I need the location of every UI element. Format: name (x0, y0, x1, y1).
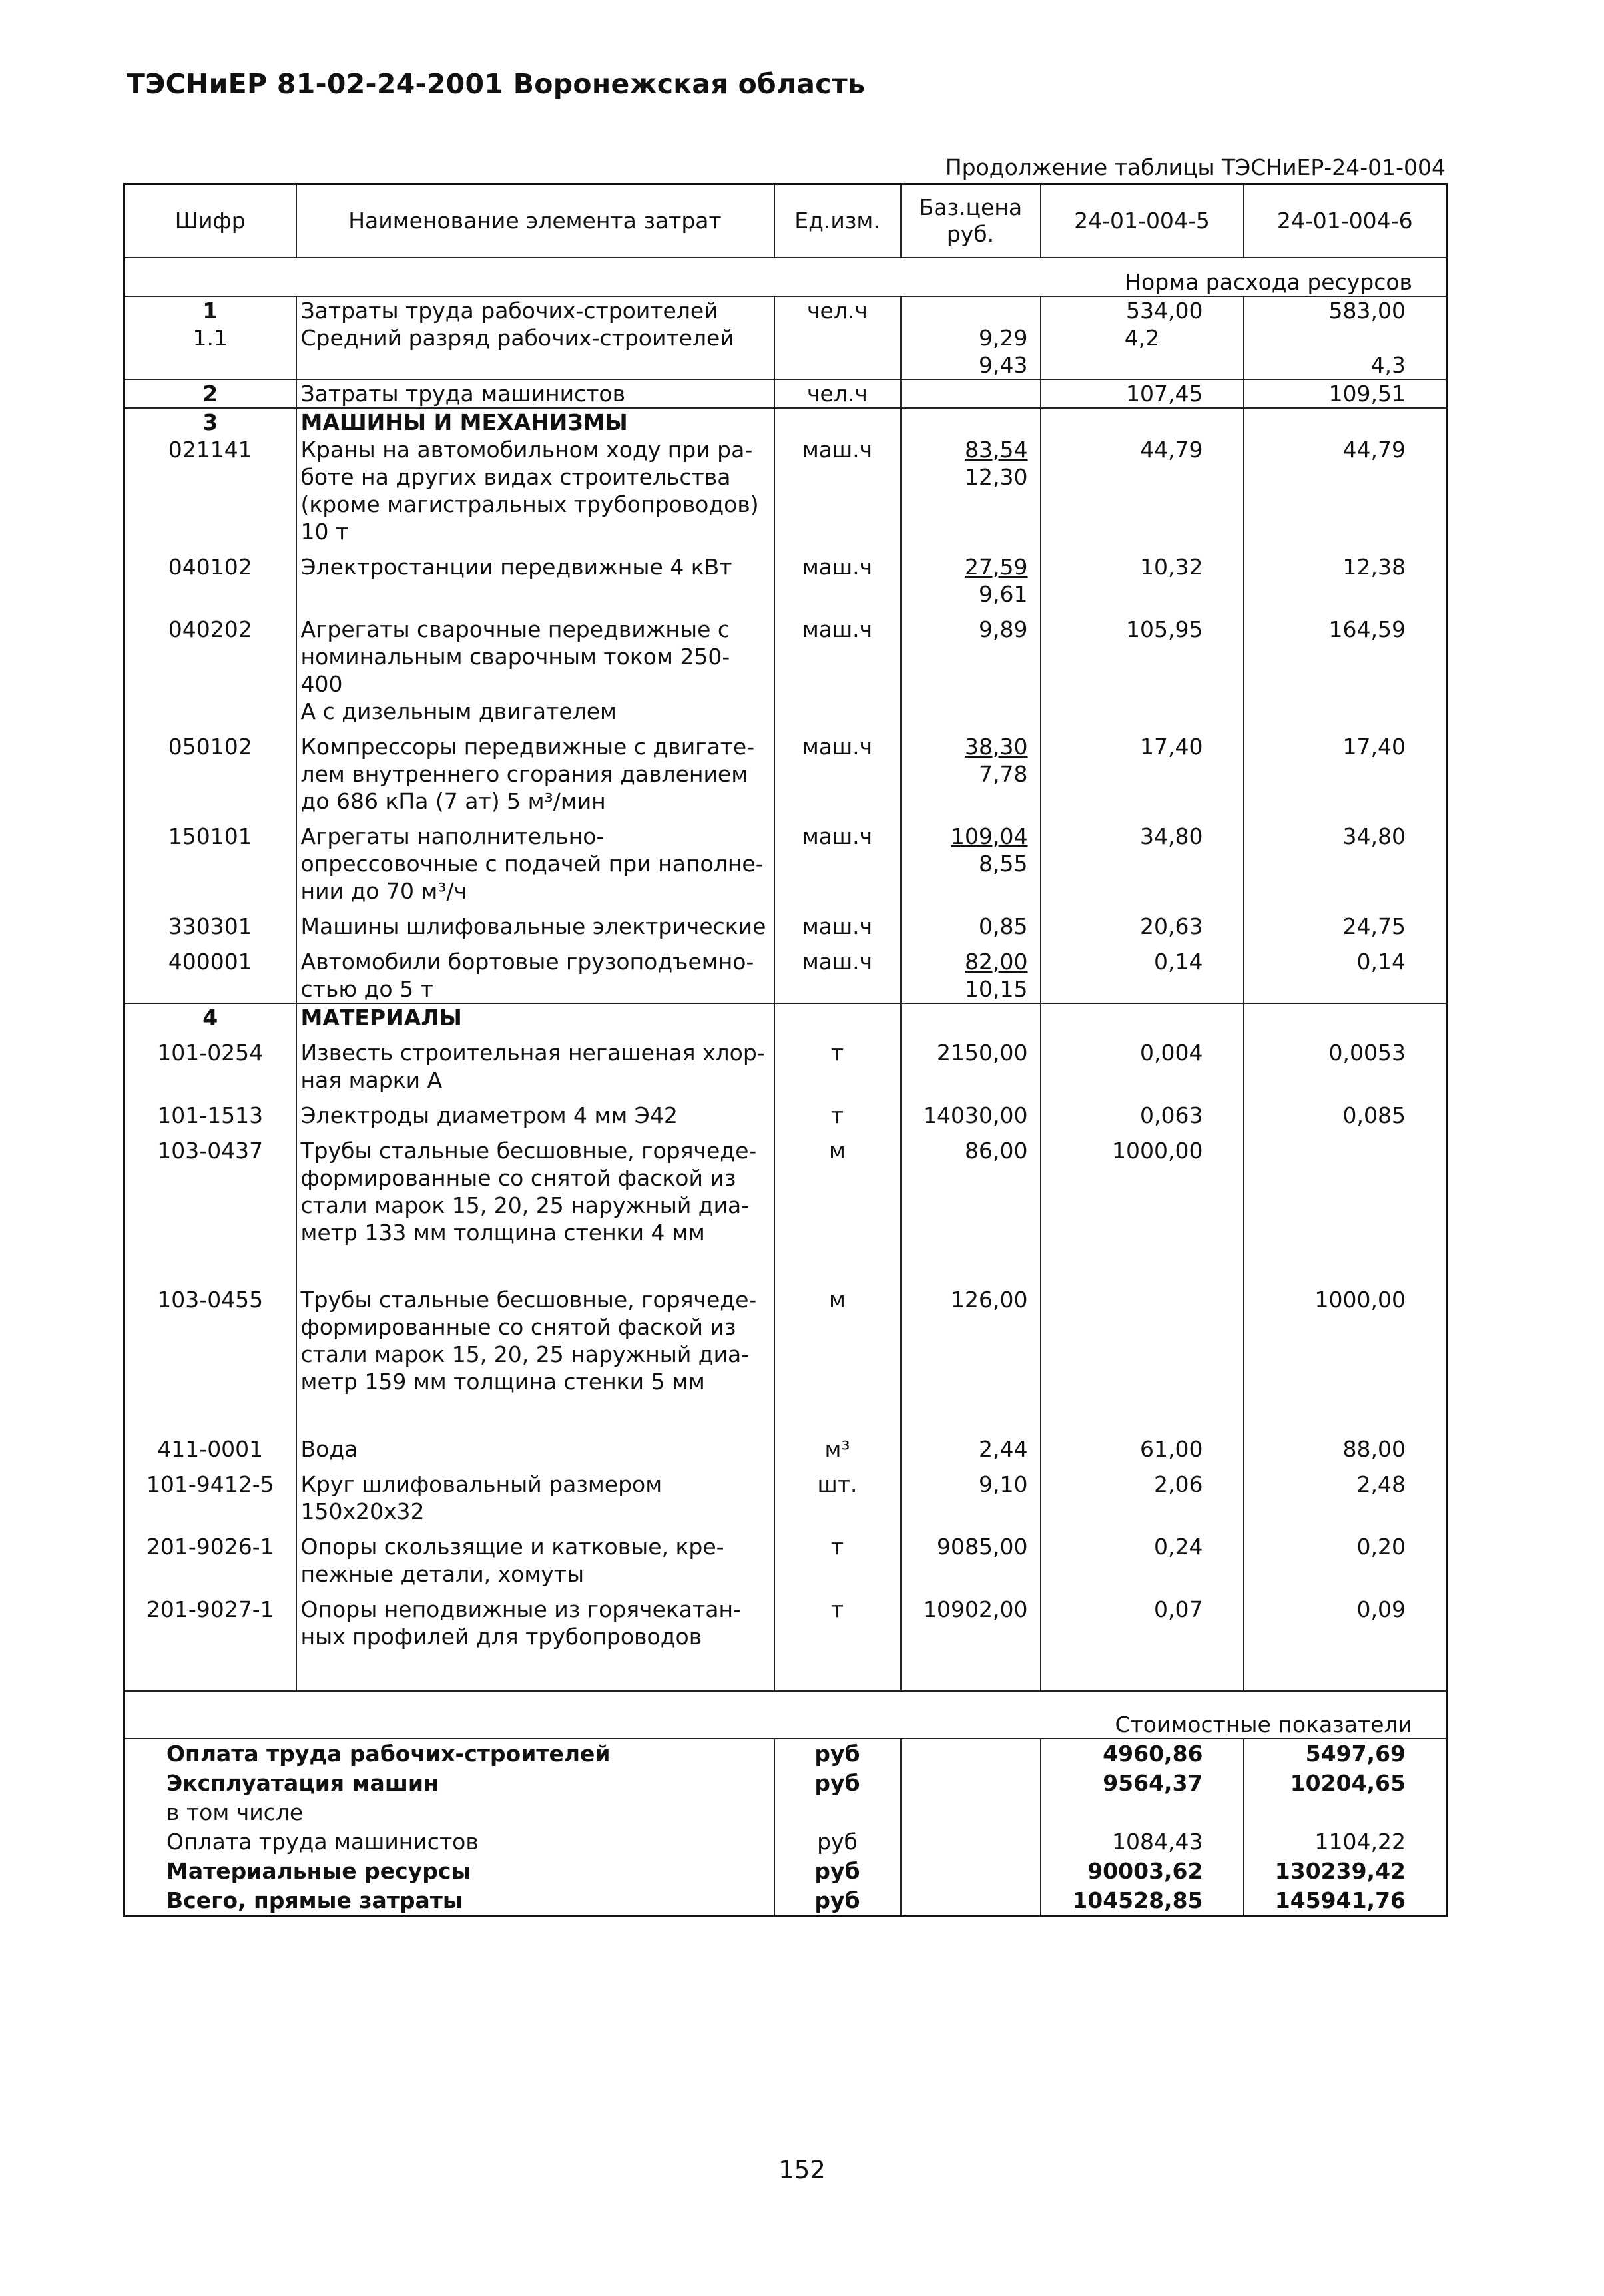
row-name: Трубы стальные бесшовные, горячеде- формированные со снятой фаской из стали марок 15, 20, 25 наружный диа- метр 133 мм толщина стенки 4 мм (296, 1137, 774, 1246)
row-v1: 44,79 (1041, 436, 1244, 545)
row-v2: 34,80 (1244, 823, 1447, 905)
row-unit: шт. (774, 1471, 901, 1525)
row-v2: 109,51 (1244, 379, 1447, 408)
total-label: Материальные ресурсы (125, 1857, 774, 1886)
row-v2: 4,3 (1244, 351, 1447, 379)
row-price: 9,43 (901, 351, 1041, 379)
table-row (125, 324, 1447, 351)
row-v2: 0,0053 (1244, 1039, 1447, 1094)
row-name: Затраты труда рабочих-строителей (296, 296, 774, 324)
row-price (901, 379, 1041, 408)
total-row (125, 1827, 1447, 1857)
row-price (901, 296, 1041, 324)
total-row (125, 1886, 1447, 1917)
cost-label: Стоимостные показатели (125, 1691, 1447, 1739)
section-code: 3 (125, 408, 296, 436)
row-name: Круг шлифовальный размером 150х20х32 (296, 1471, 774, 1525)
row-code: 101-1513 (125, 1102, 296, 1129)
row-name: Затраты труда машинистов (296, 379, 774, 408)
total-v1: 104528,85 (1041, 1886, 1244, 1917)
row-v1 (1041, 1286, 1244, 1395)
row-name: Вода (296, 1435, 774, 1463)
total-v1: 9564,37 (1041, 1769, 1244, 1798)
row-unit: маш.ч (774, 436, 901, 545)
row-price: 126,00 (901, 1286, 1041, 1395)
total-v2: 130239,42 (1244, 1857, 1447, 1886)
section-row (125, 408, 1447, 436)
col-header-v2: 24-01-004-6 (1244, 184, 1447, 258)
row-v1: 0,004 (1041, 1039, 1244, 1094)
cost-label-row (125, 1691, 1447, 1739)
section-title: МАТЕРИАЛЫ (296, 1003, 774, 1031)
total-v2: 10204,65 (1244, 1769, 1447, 1798)
row-unit: т (774, 1039, 901, 1094)
table-row (125, 1435, 1447, 1463)
norm-label-row (125, 258, 1447, 296)
row-code: 021141 (125, 436, 296, 545)
row-v2: 583,00 (1244, 296, 1447, 324)
row-code: 411-0001 (125, 1435, 296, 1463)
col-header-price (901, 184, 1041, 258)
table-row (125, 351, 1447, 379)
total-label: Эксплуатация машин (125, 1769, 774, 1798)
row-v1: 4,2 (1041, 324, 1244, 351)
row-v2: 0,085 (1244, 1102, 1447, 1129)
row-code: 103-0455 (125, 1286, 296, 1395)
row-name: Средний разряд рабочих-строителей (296, 324, 774, 351)
table-row (125, 436, 1447, 545)
row-price: 27,59 9,61 (901, 553, 1041, 608)
total-v2: 1104,22 (1244, 1827, 1447, 1857)
page-number: 152 (778, 2156, 826, 2184)
table-row (125, 733, 1447, 815)
total-v1: 90003,62 (1041, 1857, 1244, 1886)
row-v1: 17,40 (1041, 733, 1244, 815)
total-label: Всего, прямые затраты (125, 1886, 774, 1917)
row-price: 9,29 (901, 324, 1041, 351)
row-unit: т (774, 1533, 901, 1588)
row-price: 9,10 (901, 1471, 1041, 1525)
row-unit: маш.ч (774, 823, 901, 905)
row-code: 330301 (125, 913, 296, 940)
row-code: 040202 (125, 616, 296, 725)
col-header-name: Наименование элемента затрат (296, 184, 774, 258)
row-code: 103-0437 (125, 1137, 296, 1246)
row-name: Машины шлифовальные электрические (296, 913, 774, 940)
table-row (125, 1596, 1447, 1650)
row-name: Опоры скользящие и катковые, кре- пежные детали, хомуты (296, 1533, 774, 1588)
table-row (125, 616, 1447, 725)
row-price: 14030,00 (901, 1102, 1041, 1129)
row-unit: м (774, 1286, 901, 1395)
table-row (125, 913, 1447, 940)
row-name: Компрессоры передвижные с двигате- лем внутреннего сгорания давлением до 686 кПа (7 ат) 5 м³/мин (296, 733, 774, 815)
row-v2: 88,00 (1244, 1435, 1447, 1463)
row-v2: 0,14 (1244, 948, 1447, 1003)
total-v2: 5497,69 (1244, 1739, 1447, 1769)
row-unit: маш.ч (774, 616, 901, 725)
row-code: 050102 (125, 733, 296, 815)
row-v1: 1000,00 (1041, 1137, 1244, 1246)
row-v2: 12,38 (1244, 553, 1447, 608)
page-header: ТЭСНиЕР 81-02-24-2001 Воронежская область (127, 68, 866, 100)
row-v1: 0,063 (1041, 1102, 1244, 1129)
total-label: Оплата труда рабочих-строителей (125, 1739, 774, 1769)
row-v2: 44,79 (1244, 436, 1447, 545)
table-row (125, 948, 1447, 1003)
row-name: Известь строительная негашеная хлор- ная марки А (296, 1039, 774, 1094)
table-header-row (125, 184, 1447, 258)
total-unit: руб (774, 1769, 901, 1798)
total-row (125, 1739, 1447, 1769)
row-unit: маш.ч (774, 948, 901, 1003)
row-v2 (1244, 324, 1447, 351)
table-row (125, 553, 1447, 608)
row-v1: 107,45 (1041, 379, 1244, 408)
row-v1: 105,95 (1041, 616, 1244, 725)
row-price: 2150,00 (901, 1039, 1041, 1094)
row-code: 201-9027-1 (125, 1596, 296, 1650)
section-row (125, 1003, 1447, 1031)
row-name: Трубы стальные бесшовные, горячеде- формированные со снятой фаской из стали марок 15, 20, 25 наружный диа- метр 159 мм толщина стенки 5 мм (296, 1286, 774, 1395)
row-code: 1.1 (125, 324, 296, 351)
row-v2: 0,09 (1244, 1596, 1447, 1650)
row-code: 1 (125, 296, 296, 324)
norm-label: Норма расхода ресурсов (125, 258, 1447, 296)
row-price: 0,85 (901, 913, 1041, 940)
row-unit: т (774, 1102, 901, 1129)
col-header-unit: Ед.изм. (774, 184, 901, 258)
row-unit: м³ (774, 1435, 901, 1463)
row-price: 86,00 (901, 1137, 1041, 1246)
row-v1: 0,24 (1041, 1533, 1244, 1588)
table-row (125, 1286, 1447, 1395)
col-header-price-line1: Баз.цена (918, 194, 1023, 220)
table-row (125, 379, 1447, 408)
row-v1: 20,63 (1041, 913, 1244, 940)
row-v2: 24,75 (1244, 913, 1447, 940)
row-price: 109,04 8,55 (901, 823, 1041, 905)
row-unit: маш.ч (774, 733, 901, 815)
row-v1: 0,14 (1041, 948, 1244, 1003)
row-code: 101-9412-5 (125, 1471, 296, 1525)
total-unit: руб (774, 1857, 901, 1886)
col-header-code: Шифр (125, 184, 296, 258)
total-label: в том числе (125, 1798, 774, 1827)
table-row (125, 296, 1447, 324)
row-name: Агрегаты наполнительно- опрессовочные с подачей при наполне- нии до 70 м³/ч (296, 823, 774, 905)
row-v1: 34,80 (1041, 823, 1244, 905)
row-v1: 534,00 (1041, 296, 1244, 324)
col-header-price-line2: руб. (946, 221, 995, 247)
total-unit: руб (774, 1886, 901, 1917)
row-price: 10902,00 (901, 1596, 1041, 1650)
row-v1: 0,07 (1041, 1596, 1244, 1650)
resource-table-wrapper (123, 183, 1446, 1917)
row-name: Электростанции передвижные 4 кВт (296, 553, 774, 608)
row-code: 400001 (125, 948, 296, 1003)
row-v1: 61,00 (1041, 1435, 1244, 1463)
row-code: 2 (125, 379, 296, 408)
row-name: Краны на автомобильном ходу при ра- боте на других видах строительства (кроме магистральных трубопроводов) 10 т (296, 436, 774, 545)
row-name: Автомобили бортовые грузоподъемно- стью до 5 т (296, 948, 774, 1003)
total-unit: руб (774, 1739, 901, 1769)
row-v2: 164,59 (1244, 616, 1447, 725)
table-row (125, 1471, 1447, 1525)
total-v1: 4960,86 (1041, 1739, 1244, 1769)
total-v1: 1084,43 (1041, 1827, 1244, 1857)
row-price: 83,54 12,30 (901, 436, 1041, 545)
row-unit: чел.ч (774, 296, 901, 324)
col-header-v1: 24-01-004-5 (1041, 184, 1244, 258)
row-unit: маш.ч (774, 913, 901, 940)
row-v2: 2,48 (1244, 1471, 1447, 1525)
section-title: МАШИНЫ И МЕХАНИЗМЫ (296, 408, 774, 436)
row-unit: чел.ч (774, 379, 901, 408)
row-name: Опоры неподвижные из горячекатан- ных профилей для трубопроводов (296, 1596, 774, 1650)
total-row (125, 1769, 1447, 1798)
row-price: 9085,00 (901, 1533, 1041, 1588)
row-name: Электроды диаметром 4 мм Э42 (296, 1102, 774, 1129)
row-unit: т (774, 1596, 901, 1650)
table-row (125, 1039, 1447, 1094)
total-row (125, 1857, 1447, 1886)
row-v2: 0,20 (1244, 1533, 1447, 1588)
table-row (125, 1137, 1447, 1246)
total-label: Оплата труда машинистов (125, 1827, 774, 1857)
resource-table (123, 183, 1448, 1917)
table-row (125, 1102, 1447, 1129)
row-code: 040102 (125, 553, 296, 608)
total-row (125, 1798, 1447, 1827)
row-name: Агрегаты сварочные передвижные с номинальным сварочным током 250-400 А с дизельным двигателем (296, 616, 774, 725)
row-price: 2,44 (901, 1435, 1041, 1463)
row-v2: 17,40 (1244, 733, 1447, 815)
row-price: 82,00 10,15 (901, 948, 1041, 1003)
row-v1: 2,06 (1041, 1471, 1244, 1525)
row-v2 (1244, 1137, 1447, 1246)
table-row (125, 1533, 1447, 1588)
row-unit: маш.ч (774, 553, 901, 608)
row-price: 38,30 7,78 (901, 733, 1041, 815)
total-v2: 145941,76 (1244, 1886, 1447, 1917)
row-v2: 1000,00 (1244, 1286, 1447, 1395)
row-v1: 10,32 (1041, 553, 1244, 608)
row-price: 9,89 (901, 616, 1041, 725)
row-code: 201-9026-1 (125, 1533, 296, 1588)
table-continuation-note: Продолжение таблицы ТЭСНиЕР-24-01-004 (945, 154, 1446, 180)
row-code: 150101 (125, 823, 296, 905)
table-row (125, 823, 1447, 905)
row-unit (774, 324, 901, 351)
total-unit: руб (774, 1827, 901, 1857)
section-code: 4 (125, 1003, 296, 1031)
row-unit: м (774, 1137, 901, 1246)
row-code: 101-0254 (125, 1039, 296, 1094)
